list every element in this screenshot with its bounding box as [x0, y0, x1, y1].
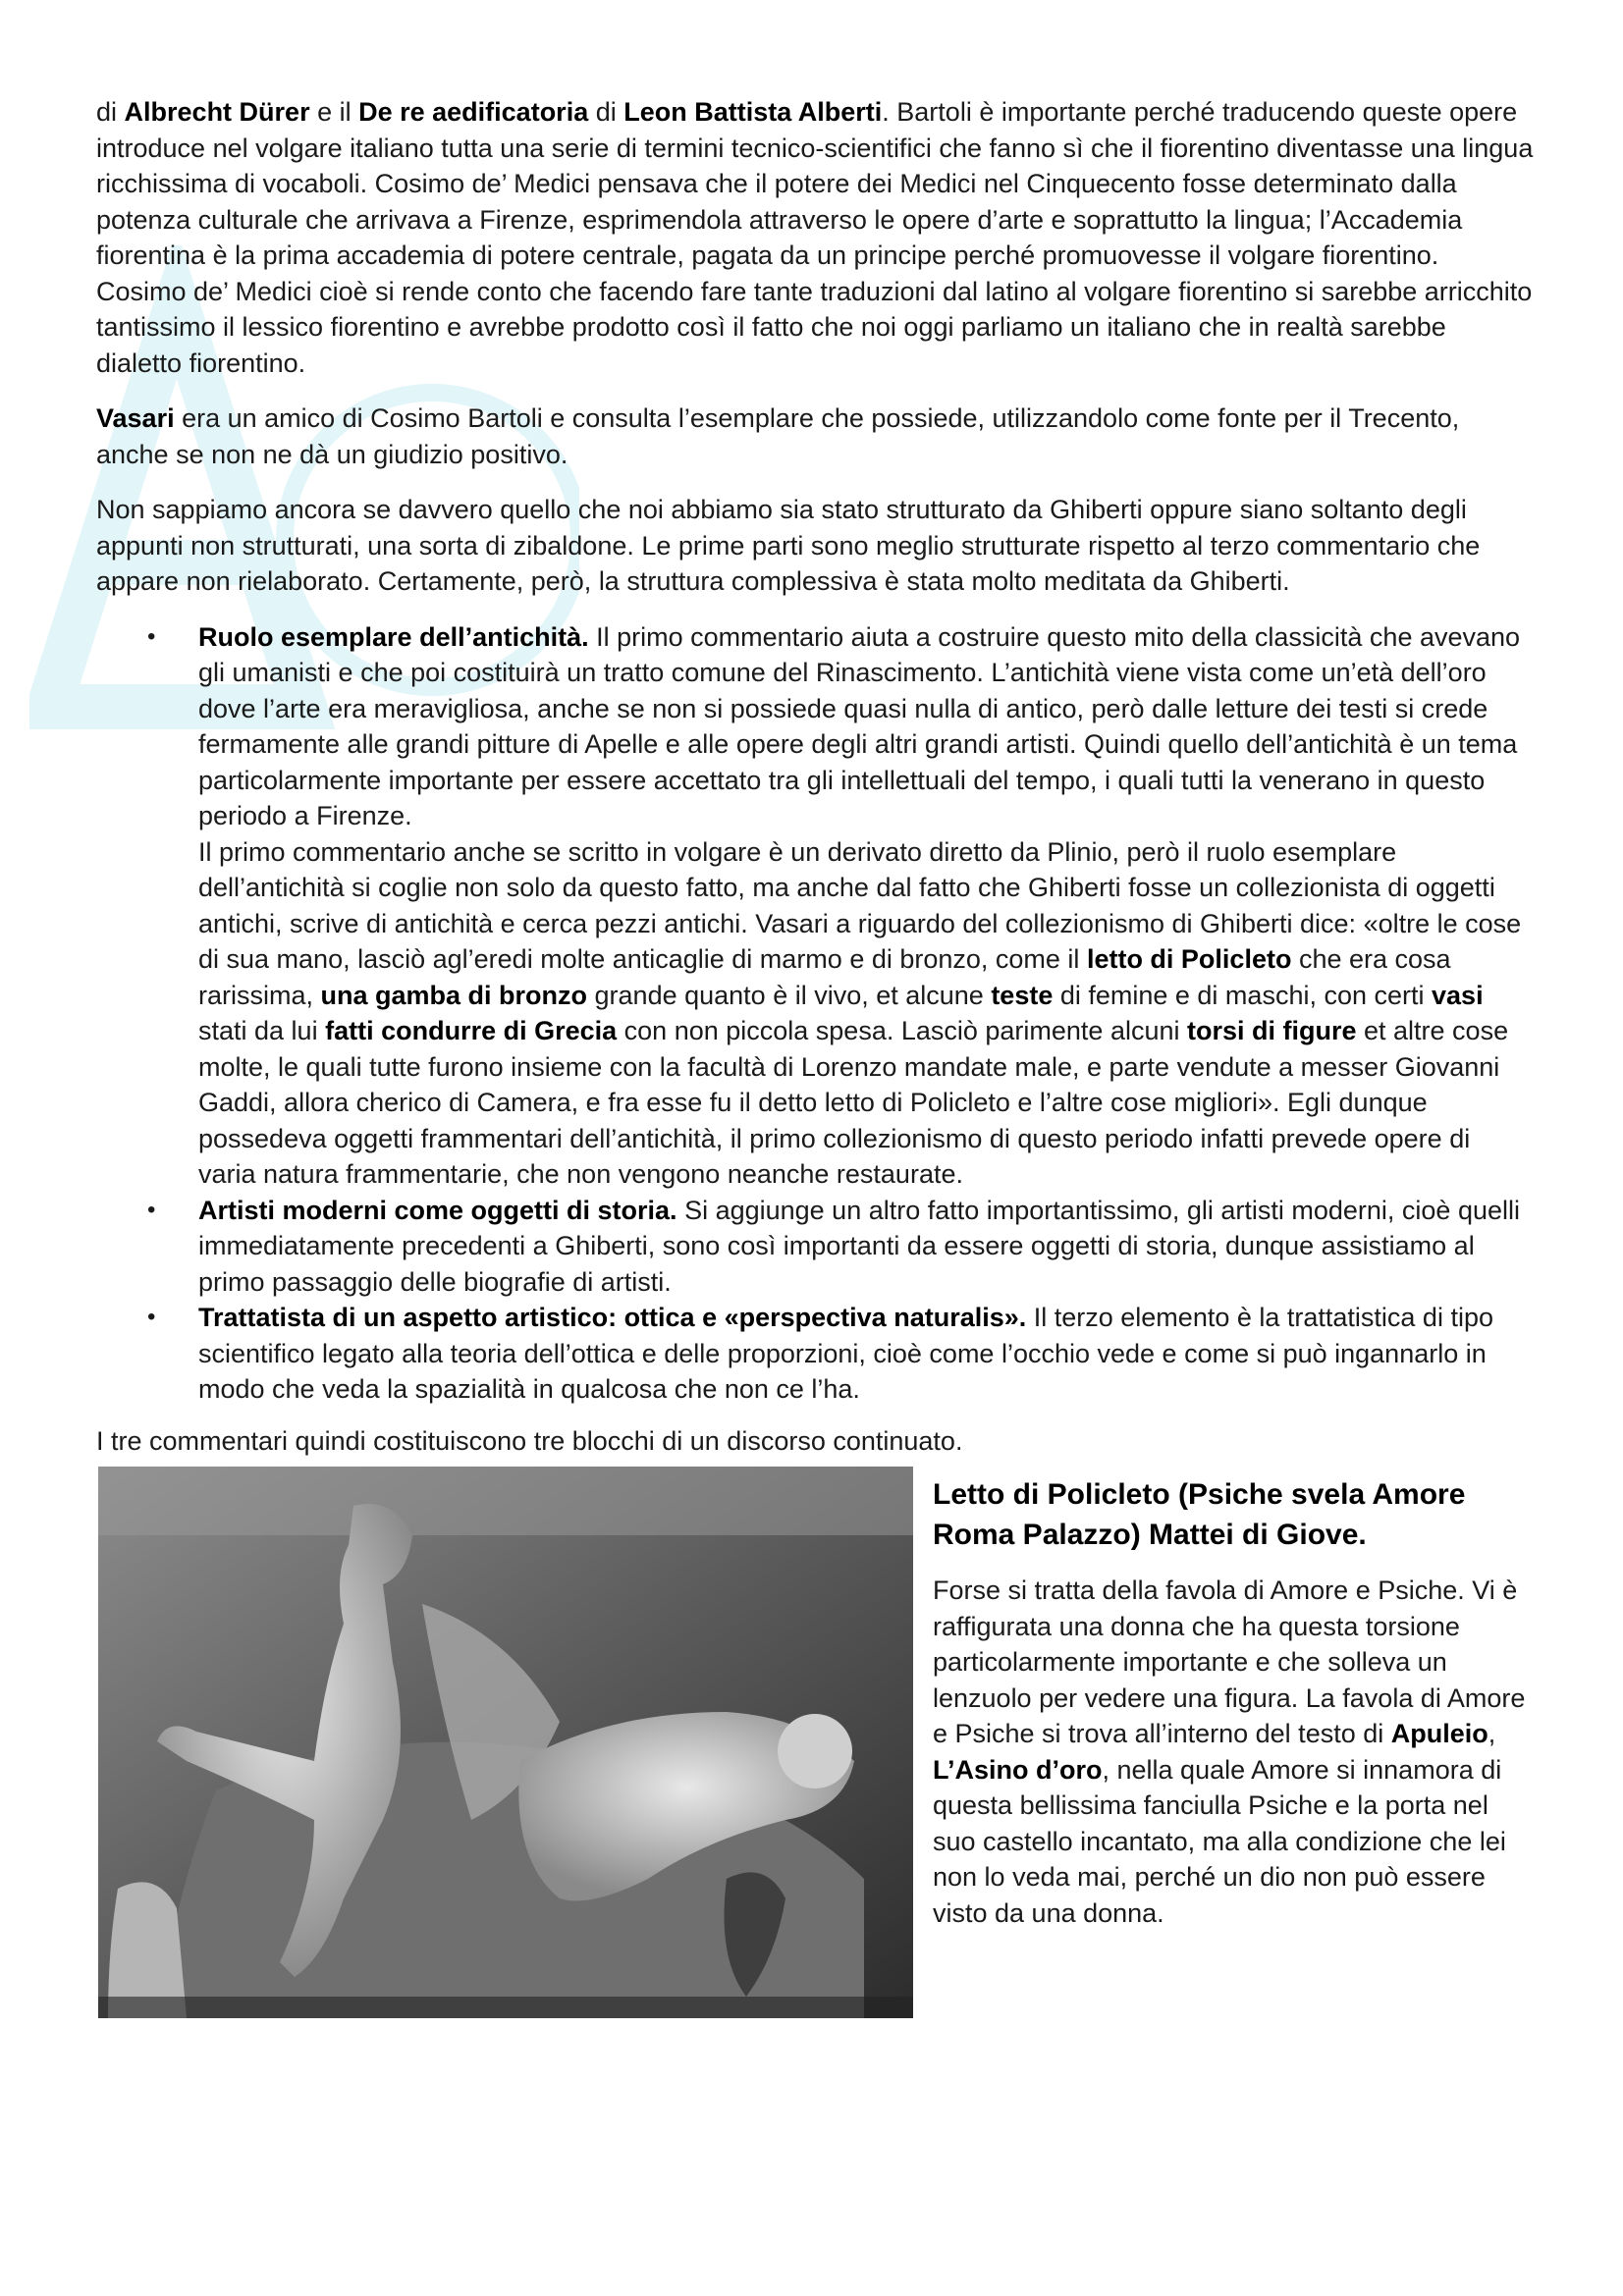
bullet-icon: •	[147, 1196, 156, 1223]
paragraph-intro: di Albrecht Dürer e il De re aedificatoria di Leon Battista Alberti. Bartoli è importante perché traducendo queste opere introduce nel volgare italiano tutta una serie di termini tecnico-scientifici che fanno sì che il fiorentino diventasse una lingua ricchissima di vocaboli. Cosimo de’ Medici pensava che il potere dei Medici nel Cinquecento fosse determinato dalla potenza culturale che arrivava a Firenze, esprimendola attraverso le opere d’arte e soprattutto la lingua; l’Accademia fiorentina è la prima accademia di potere centrale, pagata da un principe perché promuovesse il volgare fiorentino. Cosimo de’ Medici cioè si rende conto che facendo fare tante traduzioni dal latino al volgare fiorentino si sarebbe arricchito tantissimo il lessico fiorentino e avrebbe prodotto così il fatto che noi oggi parliamo un italiano che in realtà sarebbe dialetto fiorentino.	[96, 97, 1534, 378]
bullet-item-antiquity: • Ruolo esemplare dell’antichità. Il primo commentario aiuta a costruire questo mito della classicità che avevano gli umanisti e che poi costituirà un tratto comune del Rinascimento. L’antichità viene vista come un’età dell’oro dove l’arte era meravigliosa, anche se non si possiede quasi nulla di antico, però dalle letture dei testi si crede fermamente alle grandi pitture di Apelle e alle opere degli altri grandi artisti. Quindi quello dell’antichità è un tema particolarmente importante per essere accettato tra gli intellettuali del tempo, i quali tutti la venerano in questo periodo a Firenze. Il primo commentario anche se scritto in volgare è un derivato diretto da Plinio, però il ruolo esemplare dell’antichità si coglie non solo da questo fatto, ma anche dal fatto che Ghiberti fosse un collezionista di oggetti antichi, scrive di antichità e cerca pezzi antichi. Vasari a riguardo del collezionismo di Ghiberti dice: «oltre le cose di sua mano, lasciò agl’eredi molte anticaglie di marmo e di bronzo, come il letto di Policleto che era cosa rarissima, una gamba di bronzo grande quanto è il vivo, et alcune teste di femine e di maschi, con certi vasi stati da lui fatti condurre di Grecia con non piccola spesa. Lasciò parimente alcuni torsi di figure et altre cose molte, le quali tutte furono insieme con la facultà di Lorenzo mandate male, e parte vendute a messer Giovanni Gaddi, allora cherico di Camera, e fra esse fu il detto letto di Policleto e l’altre cose migliori». Egli dunque possedeva oggetti frammentari dell’antichità, il primo collezionismo di questo periodo infatti prevede opere di varia natura frammentarie, che non vengono neanche restaurate.	[96, 619, 1535, 1193]
bullet-list	[96, 619, 1535, 1408]
bullet-icon: •	[147, 622, 156, 650]
bullet-item-modern-artists: • Artisti moderni come oggetti di storia. Si aggiunge un altro fatto importantissimo, gli artisti moderni, cioè quelli immediatamente precedenti a Ghiberti, sono così importanti da essere oggetti di storia, dunque assistiamo al primo passaggio delle biografie di artisti.	[96, 1193, 1535, 1301]
paragraph-conclusion: I tre commentari quindi costituiscono tre blocchi di un discorso continuato.	[96, 1425, 963, 1456]
caption-text: Forse si tratta della favola di Amore e Psiche. Vi è raffigurata una donna che ha questa torsione particolarmente importante e che solleva un lenzuolo per vedere una figura. La favola di Amore e Psiche si trova all’interno del testo di Apuleio, L’Asino d’oro, nella quale Amore si innamora di questa bellissima fanciulla Psiche e la porta nel suo castello incantato, ma alla condizione che lei non lo veda mai, perché un dio non può essere visto da una donna.	[933, 1575, 1526, 1928]
bullet-icon: •	[147, 1304, 156, 1330]
bullet-item-optics: • Trattatista di un aspetto artistico: ottica e «perspectiva naturalis». Il terzo elemento è la trattatistica di tipo scientifico legato alla teoria dell’ottica e delle proporzioni, cioè come l’occhio vede e come si può ingannarlo in modo che veda la spazialità in qualcosa che non ce l’ha.	[96, 1300, 1535, 1408]
figure-caption	[933, 1474, 1537, 1931]
relief-illustration	[98, 1467, 913, 2018]
document-page	[96, 94, 1535, 2036]
figure-block	[96, 1467, 1535, 2036]
caption-title: Letto di Policleto (Psiche svela Amore Roma Palazzo) Mattei di Giove.	[933, 1478, 1466, 1551]
relief-photo	[98, 1467, 913, 2018]
paragraph-structure: Non sappiamo ancora se davvero quello che noi abbiamo sia stato strutturato da Ghiberti oppure siano soltanto degli appunti non strutturati, una sorta di zibaldone. Le prime parti sono meglio strutturate rispetto al terzo commentario che appare non rielaborato. Certamente, però, la struttura complessiva è stata molto meditata da Ghiberti.	[96, 495, 1481, 596]
paragraph-vasari: Vasari era un amico di Cosimo Bartoli e consulta l’esemplare che possiede, utilizzandolo come fonte per il Trecento, anche se non ne dà un giudizio positivo.	[96, 403, 1460, 469]
